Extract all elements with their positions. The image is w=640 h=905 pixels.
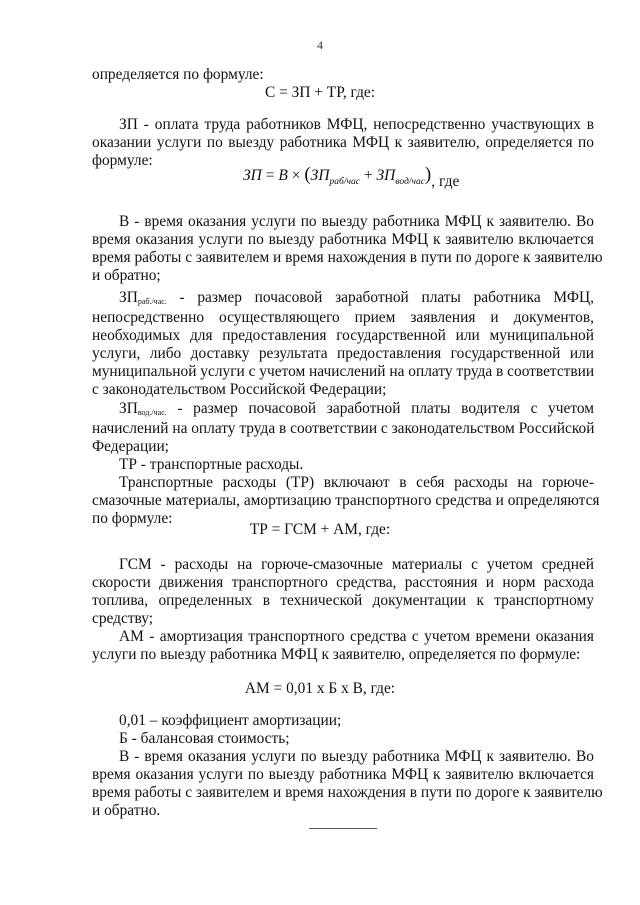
term-zp: ЗП	[119, 289, 138, 306]
text-line: время оказания услуги по выезду работника МФЦ к заявителю включается	[92, 766, 594, 783]
text-line: 0,01 – коэффициент амортизации;	[119, 712, 342, 729]
text-line: АМ - амортизация транспортного средства с учетом времени оказания	[119, 628, 594, 645]
page-number: 4	[317, 38, 323, 52]
text-line: время работы с заявителем и время нахождения в пути по дороге к заявителю	[92, 249, 603, 266]
text-line: Транспортные расходы (ТР) включают в себя расходы на горюче-	[119, 474, 594, 491]
text-line: ТР - транспортные расходы.	[119, 456, 304, 473]
text-line: и обратно.	[92, 802, 161, 819]
text-line: Б - балансовая стоимость;	[119, 730, 290, 747]
definition-zp-rab	[119, 289, 594, 311]
text-line: по формуле:	[92, 510, 173, 527]
text-line: с законодательством Российской Федерации;	[92, 381, 387, 398]
text-line: начислений на оплату труда в соответствии с законодательством Российской	[92, 420, 595, 437]
text-line: услуги, либо доставку результата предоставления государственной или	[92, 345, 594, 362]
definition-zp-vod	[119, 400, 594, 422]
text-line: В - время оказания услуги по выезду работника МФЦ к заявителю. Во	[119, 213, 594, 230]
text-line: ГСМ - расходы на горюче-смазочные материалы с учетом средней	[119, 556, 594, 573]
formula-cost: С = ЗП + ТР, где:	[264, 84, 376, 101]
text-line: муниципальной услуги с учетом начислений на оплату труда в соответствии	[92, 363, 595, 380]
text-line: ЗП - оплата труда работников МФЦ, непосредственно участвующих в	[119, 116, 594, 133]
text-line: формуле:	[92, 152, 153, 169]
formula-plus: +	[359, 167, 377, 184]
term-sub: раб./час.	[137, 297, 167, 306]
definition-text: - размер почасовой заработной платы работника МФЦ,	[166, 289, 594, 306]
text-line: услуги по выезду работника МФЦ к заявителю, определяется по формуле:	[92, 646, 581, 663]
formula-close-paren: )	[424, 164, 432, 185]
formula-zp-vod: ЗП	[376, 167, 396, 184]
formula-amortization: АМ = 0,01 х Б х В, где:	[244, 680, 396, 697]
formula-open-paren: (	[304, 164, 311, 185]
formula-sub-vod: вод/час	[395, 177, 425, 187]
formula-transport: ТР = ГСМ + АМ, где:	[249, 521, 391, 538]
formula-sub-rab: раб/час	[329, 177, 360, 187]
term-zp: ЗП	[119, 400, 138, 417]
text-line: непосредственно осуществляющего прием заявления и документов,	[92, 309, 594, 326]
text-line: время работы с заявителем и время нахождения в пути по дороге к заявителю	[92, 784, 603, 801]
text-line: топлива, определенных в технической документации к транспортному	[92, 592, 594, 609]
formula-where: , где	[431, 173, 460, 190]
term-sub: вод./час.	[137, 408, 167, 417]
formula-salary	[243, 164, 460, 190]
formula-zp-rab: ЗП	[310, 167, 330, 184]
text-line: необходимых для предоставления государственной или муниципальной	[92, 327, 594, 344]
definition-text: - размер почасовой заработной платы водителя с учетом	[166, 400, 594, 417]
text-line: Федерации;	[92, 438, 169, 455]
text-line: и обратно;	[92, 267, 161, 284]
text-line: оказании услуги по выезду работника МФЦ к заявителю, определяется по	[92, 134, 594, 151]
formula-time-var: В	[278, 167, 288, 184]
formula-lhs: ЗП	[243, 167, 262, 184]
text-line: определяется по формуле:	[92, 66, 264, 83]
formula-times: ×	[287, 167, 305, 184]
formula-equals: =	[261, 167, 279, 184]
text-line: средству;	[92, 610, 154, 627]
end-divider	[309, 828, 377, 829]
text-line: В - время оказания услуги по выезду работника МФЦ к заявителю. Во	[119, 748, 594, 765]
text-line: смазочные материалы, амортизацию транспортного средства и определяются	[92, 492, 600, 509]
text-line: время оказания услуги по выезду работника МФЦ к заявителю включается	[92, 231, 594, 248]
text-line: скорости движения транспортного средства, расстояния и норм расхода	[92, 574, 594, 591]
